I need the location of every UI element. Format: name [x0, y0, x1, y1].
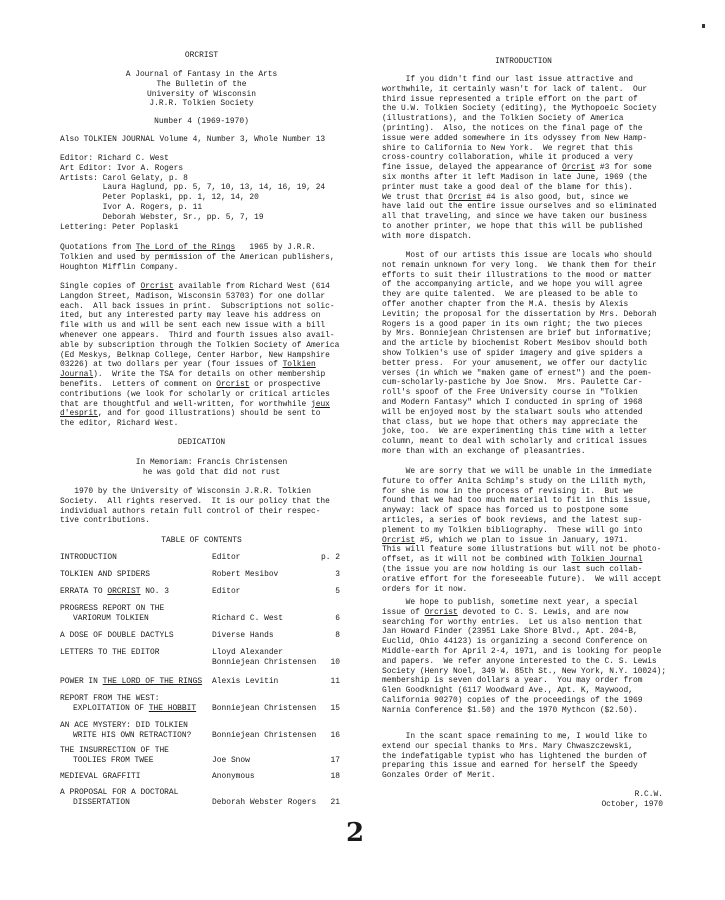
text-line: third issue represented a triple effort on the part of	[382, 94, 638, 104]
text-line: the indefatigable typist who has lightened the burden of	[382, 751, 648, 761]
toc-entry-page: 3	[335, 570, 340, 579]
also-tolkien-journal: Also TOLKIEN JOURNAL Volume 4, Number 3, Whole Number 13	[60, 135, 326, 144]
text-line: the U.W. Tolkien Society (editing), the Mythopoeic Society	[382, 104, 657, 114]
toc-entry-author	[212, 631, 274, 641]
underlined-title: Tolkien	[282, 360, 316, 370]
text-line: future to offer Anita Schimp's study on the Lilith myth,	[382, 476, 648, 486]
text-line: printer must take a good deal of the blame for this).	[382, 182, 633, 192]
underlined-title: THE LORD OF THE RINGS	[102, 677, 203, 686]
text-line	[382, 555, 661, 565]
text-line: the editor, Richard West.	[60, 419, 179, 429]
text-line: Richard C. West	[212, 613, 284, 623]
text-line	[60, 677, 202, 687]
underlined-title: Tolkien Journal	[571, 555, 643, 565]
text-line: Tolkien and used by permission of the American publishers,	[60, 252, 335, 262]
text-line: (the issue you are now holding is our last such collab-	[382, 564, 643, 574]
text-line: of the accompanying article, and we hope you will agree	[382, 280, 643, 290]
text-line: Robert Mesibov	[212, 570, 279, 579]
text-line: worthwhile, it certainly wasn't for lack of talent. Our	[382, 84, 648, 94]
text-line: with more dispatch.	[382, 231, 472, 241]
text-line: better press. For your amusement, we offer our dactylic	[382, 358, 648, 368]
text-line	[60, 604, 164, 614]
underlined-title: THE HOBBIT	[148, 703, 197, 713]
toc-entry-page: 6	[335, 613, 340, 623]
text-segment: AN ACE MYSTERY: DID TOLKIEN	[60, 721, 188, 730]
text-line	[60, 570, 150, 580]
text-line: This will feature some illustrations but will not be photo-	[382, 545, 662, 555]
journal-subtitle	[60, 70, 343, 109]
toc-entry-page: 11	[330, 677, 340, 686]
text-line: cum-scholarly-pastiche by Joe Snow. Mrs. Paulette Car-	[382, 378, 643, 388]
text-segment: TOLKIEN AND SPIDERS	[60, 570, 150, 579]
toc-entry-title	[60, 721, 191, 741]
underlined-title: Orcrist	[448, 192, 482, 202]
text-line: Society (Henry Noel, 349 W. 85th St., New York, N.Y. 10024);	[382, 666, 667, 676]
toc-heading: TABLE OF CONTENTS	[161, 536, 242, 545]
text-segment: DISSERTATION	[73, 797, 130, 807]
text-segment: MEDIEVAL GRAFFITI	[60, 772, 141, 781]
text-segment: fine issue, delayed the appearance of	[382, 163, 562, 173]
text-line	[382, 163, 657, 173]
text-line: Narnia Conference $1.50) and the 1970 Mythcon ($2.50).	[382, 705, 638, 715]
underlined-title: d'esprit	[60, 409, 98, 419]
text-segment: A PROPOSAL FOR A DOCTORAL	[60, 788, 179, 797]
text-line: ited, but any interested party may leave his address on	[60, 311, 321, 321]
text-line: show Tolkien's use of spider imagery and give spiders a	[382, 348, 643, 358]
text-line: plement to my Tolkien bibliography. These will go into	[382, 525, 643, 535]
text-line: each. All back issues in print. Subscriptions not solic-	[60, 301, 335, 311]
text-line: for she is now in the process of revising it. But we	[382, 486, 633, 496]
text-line	[60, 731, 191, 741]
text-line: Art Editor: Ivor A. Rogers	[60, 163, 184, 173]
toc-entry-title	[60, 631, 174, 641]
toc-entry-page: 8	[335, 631, 340, 640]
text-segment: TOOLIES FROM TWEE	[73, 755, 154, 765]
toc-entry-author	[212, 570, 278, 580]
text-line: cross-country collaboration, while it produced a very	[382, 153, 633, 163]
text-segment: Single copies of	[60, 282, 141, 291]
text-segment: We trust that	[382, 192, 449, 202]
underlined-title: jeux	[310, 399, 330, 409]
text-line: joke, too. We are experimenting this time with a letter	[382, 427, 648, 437]
text-line: University of Wisconsin	[147, 89, 256, 99]
text-segment: , and for good illustrations) should be sent to	[97, 409, 321, 419]
text-line: issue were added somewhere in its odyssey from New Hamp-	[382, 133, 648, 143]
text-segment: ). Write the TSA for details on other membership	[93, 370, 326, 380]
toc-entry-title	[60, 553, 117, 563]
text-segment: 03226) at two dollars per year (four issues of	[60, 360, 283, 370]
text-line: articles, a series of book reviews, and the latest sup-	[382, 515, 643, 525]
text-line: We hope to publish, sometime next year, a special	[382, 598, 638, 607]
text-segment: that are thoughtful and well-written, for worthwhile	[60, 399, 311, 409]
text-line: Deborah Webster Rogers	[212, 797, 317, 807]
journal-title: ORCRIST	[184, 51, 219, 60]
text-line: (printing). Also, the notices on the final page of the	[382, 123, 643, 133]
text-line: Editor	[212, 553, 241, 562]
text-segment: A DOSE OF DOUBLE DACTYLS	[60, 631, 174, 640]
text-line: Levitin; the proposal for the dissertation by Mrs. Deborah	[382, 309, 657, 319]
text-segment: LETTERS TO THE EDITOR	[60, 648, 160, 657]
text-line: membership is seven dollars a year. You may order from	[382, 676, 643, 686]
text-line: tive contributions.	[60, 516, 150, 526]
text-segment: INTRODUCTION	[60, 553, 117, 562]
text-line: Glen Goodknight (6117 Woodward Ave., Apt. K, Maywood,	[382, 686, 633, 696]
text-line	[60, 798, 178, 808]
page-number: 2	[346, 818, 365, 848]
text-line: individual authors retain full control of their respec-	[60, 506, 321, 516]
text-line: verses (in which we "maken game of ernest") and the poem-	[382, 368, 652, 378]
toc-entry-title	[60, 788, 178, 808]
text-line: column, meant to deal with scholarly and critical issues	[382, 437, 648, 447]
text-line: Langdon Street, Madison, Wisconsin 53703) for one dollar	[60, 291, 326, 301]
text-line	[382, 193, 657, 203]
text-line: Lloyd Alexander	[212, 648, 284, 657]
introduction-heading: INTRODUCTION	[495, 57, 552, 66]
text-line	[60, 587, 169, 597]
introduction-paragraph	[382, 598, 666, 716]
text-line: J.R.R. Tolkien Society	[149, 99, 254, 109]
text-line	[60, 772, 141, 782]
text-segment: POWER IN	[60, 677, 103, 686]
quotations-notice	[60, 243, 335, 272]
text-line	[60, 746, 169, 756]
toc-entry-author	[212, 587, 240, 597]
toc-entry-page: 5	[335, 587, 340, 596]
text-line: by Mrs. Bonniejean Christensen are brief but informative;	[382, 329, 652, 339]
text-line: Rogers is a good paper in its own right; the two pieces	[382, 319, 643, 329]
toc-entry-author	[212, 731, 316, 741]
signature-date: October, 1970	[601, 800, 663, 809]
text-line: Jan Howard Finder (23951 Lake Shore Blvd., Apt. 204-B,	[382, 627, 638, 637]
toc-entry-author	[212, 648, 316, 668]
text-line: they are quite talented. We are pleased to be able to	[382, 290, 638, 300]
text-line: extend our special thanks to Mrs. Mary Chwaszczewski,	[382, 741, 633, 751]
text-line: and the article by biochemist Robert Mesibov should both	[382, 339, 648, 349]
credits	[60, 154, 325, 232]
text-line	[60, 631, 174, 641]
text-line: shire to California to New York. We regret that this	[382, 143, 633, 153]
text-line: that class, but we hope that others may appreciate the	[382, 417, 638, 427]
toc-entry-page: 16	[330, 730, 340, 740]
text-line: roll's spoof of the Free University course in "Tolkien	[382, 388, 638, 398]
text-line: California 90270) copies of the proceedings of the 1969	[382, 695, 643, 705]
toc-entry-page: 10	[330, 657, 340, 667]
text-line: able by subscription through the Tolkien Society of America	[60, 340, 340, 350]
toc-entry-page: 17	[330, 755, 340, 765]
text-line	[60, 380, 339, 390]
text-line: Bonniejean Christensen	[212, 730, 317, 740]
introduction-paragraph	[382, 732, 647, 781]
text-line: efforts to suit their illustrations to the mood or matter	[382, 270, 652, 280]
text-line	[60, 370, 339, 380]
text-line: In Memoriam: Francis Christensen	[135, 458, 288, 467]
text-line: Anonymous	[212, 772, 255, 781]
text-line: Most of our artists this issue are locals who should	[382, 251, 652, 260]
text-line: We are sorry that we will be unable in the immediate	[382, 467, 652, 476]
text-line: have laid out the entire issue ourselves and so eliminated	[382, 202, 657, 212]
scan-speck	[702, 24, 705, 28]
text-line: searching for worthy entries. Let us also mention that	[382, 617, 643, 627]
text-line: whenever one appears. Third and fourth issues also avail-	[60, 330, 335, 340]
text-line: file with us and will be sent each new issue with a bill	[60, 321, 326, 331]
text-line	[60, 360, 339, 370]
text-line: Euclid, Ohio 44123) is organizing a second Conference on	[382, 637, 648, 647]
text-line	[382, 608, 666, 618]
text-line: anyway: lack of space has forced us to postpone some	[382, 506, 629, 516]
text-segment: available from Richard West (614	[173, 282, 330, 291]
toc-entry-title	[60, 604, 164, 624]
text-segment: EXPLOITATION OF	[73, 703, 149, 713]
text-segment: THE INSURRECTION OF THE	[60, 746, 169, 755]
text-segment: benefits. Letters of comment on	[60, 379, 217, 389]
text-line: he was gold that did not rust	[142, 467, 281, 477]
text-line: Middle-earth for April 2-4, 1971, and is looking for people	[382, 646, 662, 656]
text-line: Editor	[212, 587, 241, 596]
text-line: all that traveling, and since we have taken our business	[382, 212, 648, 222]
introduction-paragraph	[382, 467, 661, 594]
text-segment: issue of	[382, 607, 425, 617]
underlined-title: Orcrist	[216, 379, 250, 389]
underlined-title: The Lord of the Rings	[135, 243, 236, 252]
text-segment: VARIORUM TOLKIEN	[73, 613, 149, 623]
text-line: Gonzales Order of Merit.	[382, 771, 496, 781]
text-line: (Ed Meskys, Belknap College, Center Harbor, New Hampshire	[60, 350, 330, 360]
dedication-text	[80, 458, 343, 478]
text-segment: devoted to C. S. Lewis, and are now	[457, 607, 629, 617]
text-segment: #5, which we plan to issue in January, 1971.	[415, 535, 629, 545]
toc-entry-title	[60, 694, 196, 714]
underlined-title: Orcrist	[382, 535, 416, 545]
text-line: 1970 by the University of Wisconsin J.R.R. Tolkien	[60, 487, 311, 496]
text-line: Society. All rights reserved. It is our policy that the	[60, 496, 330, 506]
text-line: not remain unknown for very long. We thank them for their	[382, 260, 657, 270]
text-line: offer another chapter from the M.A. thesis by Alexis	[382, 299, 629, 309]
text-line: The Bulletin of the	[156, 79, 247, 89]
text-line	[60, 648, 159, 658]
text-line: Deborah Webster, Sr., pp. 5, 7, 19	[60, 212, 264, 222]
copyright-notice	[60, 487, 330, 526]
text-segment: offset, as it will not be combined with	[382, 555, 572, 565]
toc-entry-author	[212, 798, 316, 808]
text-line	[60, 721, 191, 731]
toc-entry-title	[60, 772, 141, 782]
underlined-title: ORCRIST	[107, 587, 141, 596]
text-line: and papers. We refer anyone interested to the C. S. Lewis	[382, 656, 657, 666]
text-line	[60, 243, 335, 253]
text-line: Ivor A. Rogers, p. 11	[60, 202, 203, 212]
toc-entry-page: 15	[330, 703, 340, 713]
toc-entry-title	[60, 570, 150, 580]
toc-entry-author	[212, 553, 240, 563]
text-line	[382, 536, 661, 546]
text-line: six months after it left Madison in late June, 1969 (the	[382, 172, 648, 182]
toc-entry-page: 18	[330, 772, 340, 781]
text-line: contributions (we look for scholarly or critical articles	[60, 389, 330, 399]
text-line: A Journal of Fantasy in the Arts	[125, 70, 278, 79]
toc-entry-title	[60, 587, 169, 597]
text-line: Lettering: Peter Poplaski	[60, 222, 179, 232]
text-line: orders for it now.	[382, 584, 468, 594]
text-line: found that we had too much material to fit in this issue,	[382, 496, 652, 506]
text-line: Diverse Hands	[212, 631, 274, 640]
text-segment: Quotations from	[60, 243, 136, 252]
toc-entry-author	[212, 772, 255, 782]
text-line: Houghton Mifflin Company.	[60, 262, 179, 272]
toc-entry-title	[60, 677, 202, 687]
text-line: will be enjoyed most by the stalwart souls who attended	[382, 407, 643, 417]
text-line: Bonniejean Christensen	[212, 657, 317, 667]
text-line: Alexis Levitin	[212, 677, 279, 686]
text-line	[60, 409, 339, 419]
text-line: Editor: Richard C. West	[60, 154, 169, 163]
toc-entry-page: p. 2	[321, 553, 340, 562]
toc-entry-author	[212, 756, 250, 766]
toc-entry-author	[212, 614, 283, 624]
text-segment: or prospective	[249, 379, 321, 389]
text-line	[60, 553, 117, 563]
text-line	[60, 788, 178, 798]
text-line	[60, 756, 169, 766]
text-segment: #3 for some	[595, 163, 652, 173]
text-line: orative effort for the foreseeable future). We will accept	[382, 574, 662, 584]
text-segment: PROGRESS REPORT ON THE	[60, 604, 165, 613]
text-segment: #4 is also good, but, since we	[481, 192, 629, 202]
text-line: Artists: Carol Gelaty, p. 8	[60, 173, 188, 183]
introduction-paragraph	[382, 251, 657, 457]
text-line: (illustrations), and the Tolkien Society of America	[382, 114, 624, 124]
text-line	[60, 400, 339, 410]
text-line	[60, 694, 196, 704]
underlined-title: Orcrist	[140, 282, 174, 291]
issue-number: Number 4 (1969-1970)	[154, 117, 249, 126]
toc-entry-page: 21	[330, 797, 340, 807]
text-segment: WRITE HIS OWN RETRACTION?	[73, 730, 192, 740]
text-line: Joe Snow	[212, 755, 250, 765]
text-line	[60, 614, 164, 624]
text-segment: REPORT FROM THE WEST:	[60, 694, 160, 703]
text-line: If you didn't find our last issue attractive and	[382, 75, 633, 84]
text-line: preparing this issue and earned for herself the Speedy	[382, 761, 638, 771]
toc-entry-author	[212, 704, 316, 714]
introduction-paragraph	[382, 75, 657, 242]
toc-entry-title	[60, 648, 159, 658]
text-line: to another printer, we hope that this will be published	[382, 221, 643, 231]
text-line: In the scant space remaining to me, I would like to	[382, 732, 648, 741]
toc-entry-author	[212, 677, 278, 687]
text-line	[60, 704, 196, 714]
availability-paragraph	[60, 282, 339, 429]
text-line: Peter Poplaski, pp. 1, 12, 14, 20	[60, 193, 259, 203]
text-segment: NO. 3	[140, 587, 169, 596]
toc-entry-title	[60, 746, 169, 766]
underlined-title: Journal	[60, 370, 94, 380]
text-line: more than with an exchange of pleasantries.	[382, 446, 586, 456]
text-line: and Modern Fantasy" which I conducted in spring of 1968	[382, 397, 643, 407]
text-segment: 1965 by J.R.R.	[235, 243, 316, 252]
dedication-heading: DEDICATION	[177, 438, 226, 447]
text-line: Bonniejean Christensen	[212, 703, 317, 713]
signature-initials: R.C.W.	[634, 790, 663, 799]
text-line	[60, 282, 339, 292]
text-line: Laura Haglund, pp. 5, 7, 10, 13, 14, 16, 19, 24	[60, 183, 326, 193]
underlined-title: Orcrist	[561, 163, 596, 173]
underlined-title: Orcrist	[424, 607, 458, 617]
text-segment: ERRATA TO	[60, 587, 108, 596]
